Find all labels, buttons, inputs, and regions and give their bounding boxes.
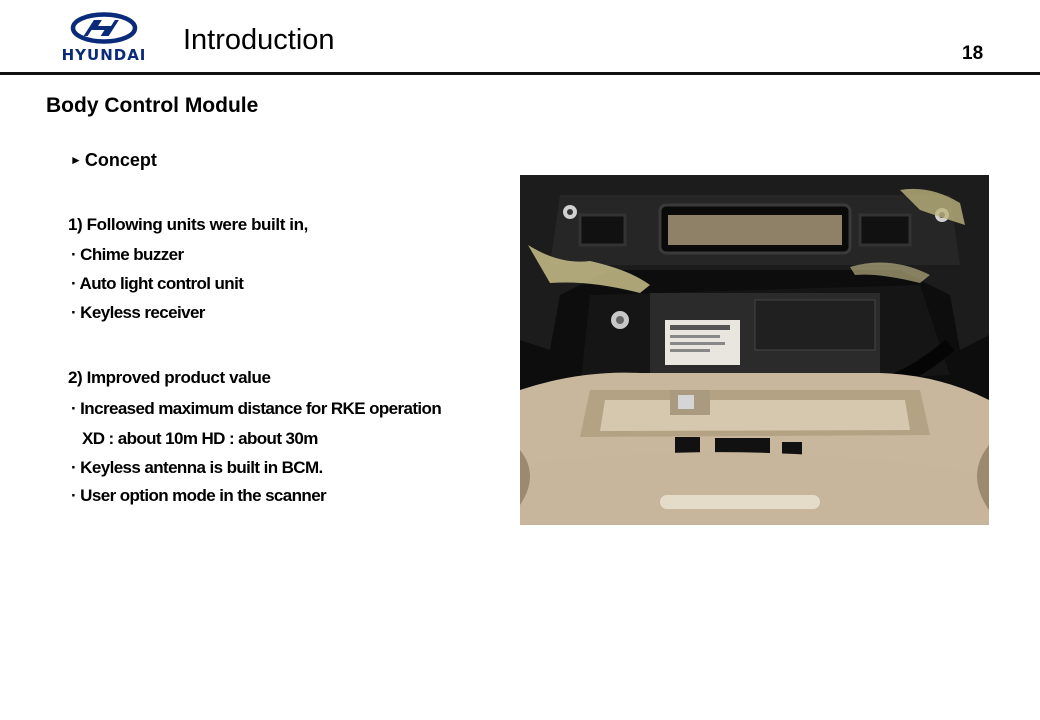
page-number: 18: [962, 43, 984, 64]
hyundai-emblem-icon: [70, 12, 138, 44]
list-item: · Keyless antenna is built in BCM.: [71, 458, 323, 477]
page-title: Introduction: [183, 24, 335, 56]
list-item: · User option mode in the scanner: [71, 486, 327, 505]
list-item: · Chime buzzer: [71, 245, 184, 264]
list-item-detail: XD : about 10m HD : about 30m: [82, 429, 318, 448]
list-item: · Keyless receiver: [71, 303, 205, 322]
section2-heading: 2) Improved product value: [68, 368, 271, 387]
list-item: · Auto light control unit: [71, 274, 244, 293]
slide-subtitle: Body Control Module: [46, 94, 259, 117]
triangle-right-icon: ►: [70, 153, 82, 167]
header-divider: [0, 72, 1040, 75]
brand-name: HYUNDAI: [61, 46, 147, 64]
section1-heading: 1) Following units were built in,: [68, 215, 308, 234]
list-item: · Increased maximum distance for RKE operation: [71, 399, 442, 418]
concept-heading: [70, 150, 157, 171]
bcm-installation-photo: [520, 175, 989, 525]
concept-label: Concept: [84, 150, 157, 170]
hyundai-logo: [56, 12, 152, 64]
